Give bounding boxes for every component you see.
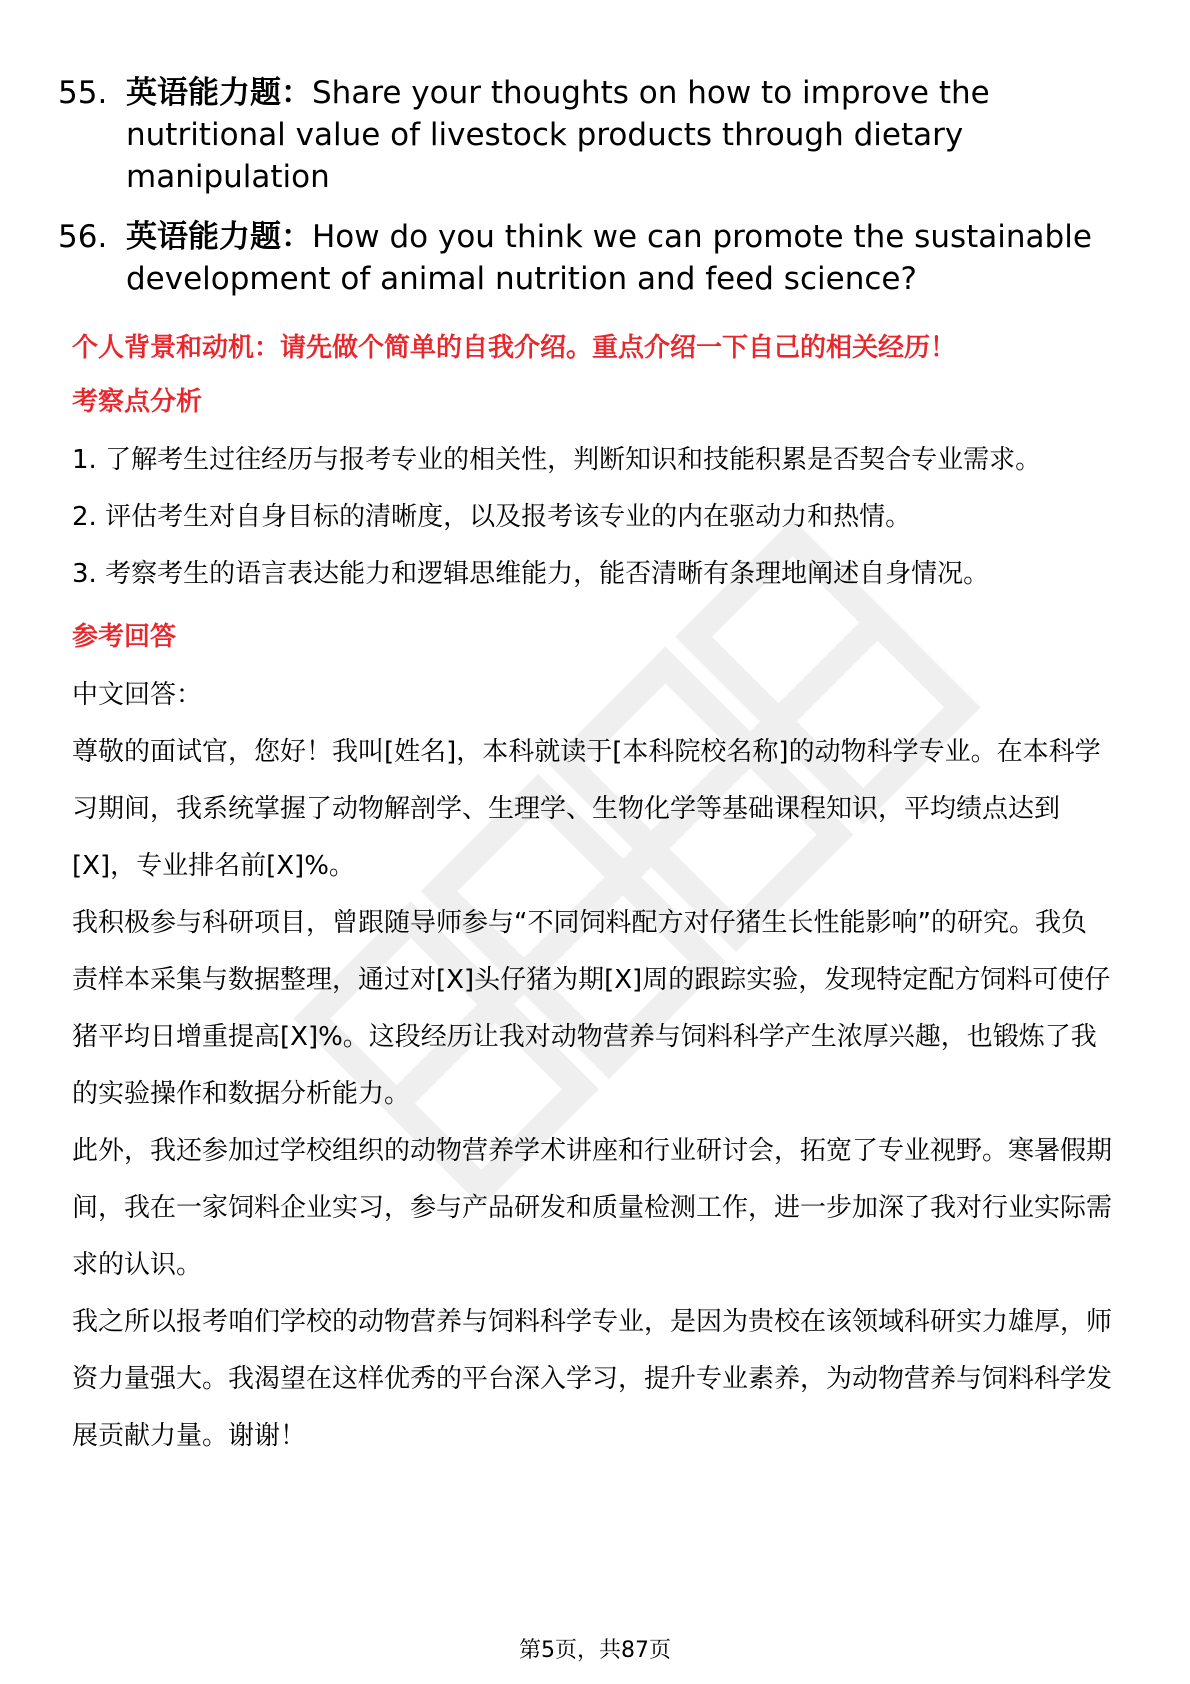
question-text: Share your thoughts on how to improve the nutritional value of livestock products through dietary manipulation (126, 75, 990, 195)
question-item (58, 216, 1118, 300)
question-number: 56. (58, 219, 108, 255)
question-number: 55. (58, 75, 108, 111)
main-content (72, 328, 1112, 1465)
question-label: 英语能力题： (126, 219, 312, 255)
question-list (58, 72, 1118, 318)
analysis-item: 3. 考察考生的语言表达能力和逻辑思维能力，能否清晰有条理地阐述自身情况。 (72, 559, 990, 589)
reference-heading: 参考回答 (72, 622, 177, 652)
reference-paragraph: 尊敬的面试官，您好！我叫[姓名]，本科就读于[本科院校名称]的动物科学专业。在本科学习期间，我系统掌握了动物解剖学、生理学、生物化学等基础课程知识，平均绩点达到[X]，专业排名前[X]%。 (72, 737, 1101, 881)
reference-paragraph: 我之所以报考咱们学校的动物营养与饲料科学专业，是因为贵校在该领域科研实力雄厚，师资力量强大。我渴望在这样优秀的平台深入学习，提升专业素养，为动物营养与饲料科学发展贡献力量。谢谢！ (72, 1307, 1113, 1451)
analysis-item: 1. 了解考生过往经历与报考专业的相关性，判断知识和技能积累是否契合专业需求。 (72, 445, 1042, 475)
question-item (58, 72, 1118, 198)
question-label: 英语能力题： (126, 75, 312, 111)
reference-intro: 中文回答： (72, 680, 203, 710)
page-footer: 第5页，共87页 (519, 1638, 671, 1663)
reference-paragraph: 我积极参与科研项目，曾跟随导师参与“不同饲料配方对仔猪生长性能影响”的研究。我负责样本采集与数据整理，通过对[X]头仔猪为期[X]周的跟踪实验，发现特定配方饲料可使仔猪平均日增重提高[X]%。这段经历让我对动物营养与饲料科学产生浓厚兴趣，也锻炼了我的实验操作和数据分析能力。 (72, 908, 1111, 1109)
reference-paragraph: 此外，我还参加过学校组织的动物营养学术讲座和行业研讨会，拓宽了专业视野。寒暑假期间，我在一家饲料企业实习，参与产品研发和质量检测工作，进一步加深了我对行业实际需求的认识。 (72, 1136, 1113, 1280)
analysis-heading: 考察点分析 (72, 387, 203, 417)
analysis-item: 2. 评估考生对自身目标的清晰度，以及报考该专业的内在驱动力和热情。 (72, 502, 912, 532)
question-text: How do you think we can promote the sustainable development of animal nutrition and feed science? (126, 219, 1092, 297)
section-title: 个人背景和动机：请先做个简单的自我介绍。重点介绍一下自己的相关经历！ (72, 333, 957, 363)
